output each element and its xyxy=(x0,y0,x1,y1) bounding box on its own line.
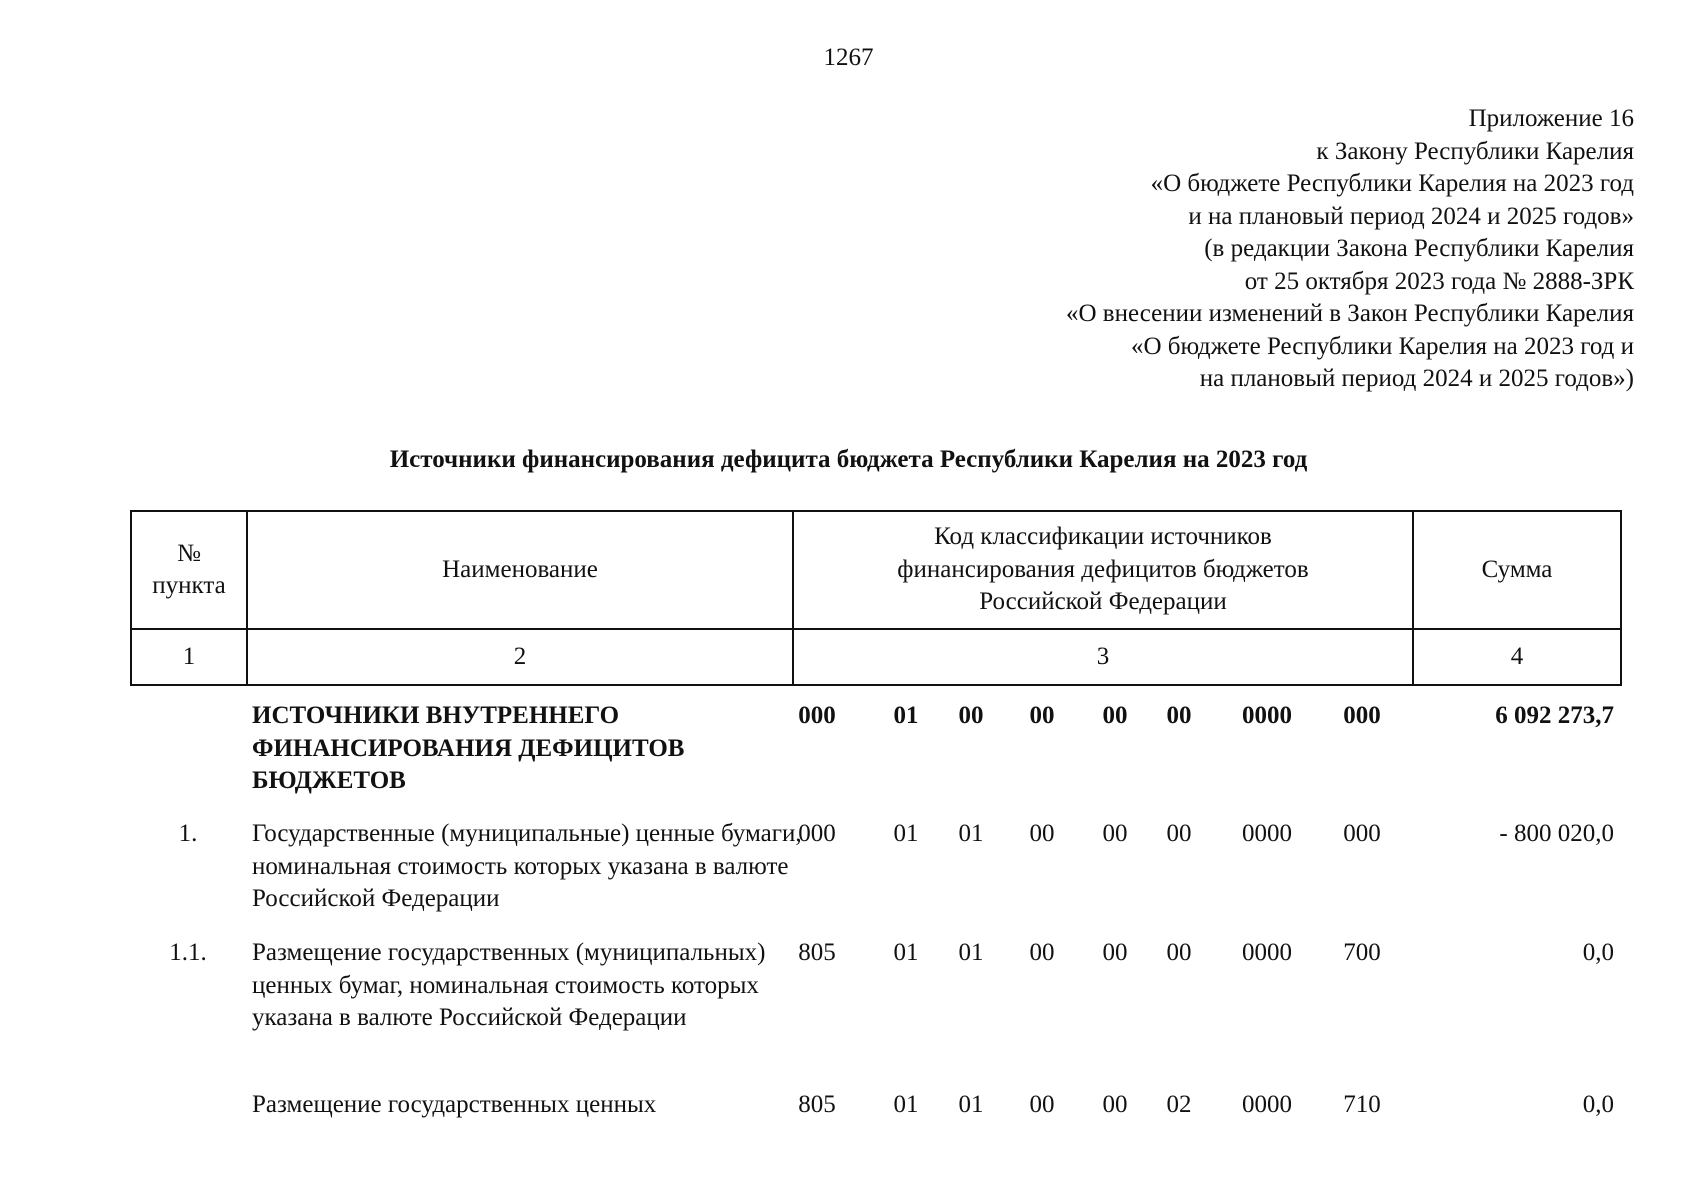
row-name: ИСТОЧНИКИ ВНУТРЕННЕГО ФИНАНСИРОВАНИЯ ДЕФИЦИТОВ БЮДЖЕТОВ xyxy=(252,702,685,794)
code-part: 00 xyxy=(1166,939,1192,966)
row-sum: 0,0 xyxy=(1582,939,1614,966)
document-title: Источники финансирования дефицита бюджета Республики Карелия на 2023 год xyxy=(389,446,1308,473)
appendix-line: от 25 октября 2023 года № 2888-ЗРК xyxy=(1244,267,1634,295)
code-part: 00 xyxy=(1029,939,1055,966)
code-part: 805 xyxy=(798,1091,836,1118)
appendix-line: Приложение 16 xyxy=(1468,105,1634,132)
code-part: 710 xyxy=(1343,1091,1381,1118)
col-number: 2 xyxy=(247,629,793,685)
code-part: 00 xyxy=(1029,702,1055,729)
code-part: 0000 xyxy=(1242,1091,1292,1118)
code-part: 00 xyxy=(958,702,984,729)
code-part: 02 xyxy=(1166,1091,1192,1118)
code-part: 00 xyxy=(1102,702,1128,729)
code-part: 00 xyxy=(1029,1091,1055,1118)
code-part: 01 xyxy=(893,1091,919,1118)
appendix-line: к Закону Республики Карелия xyxy=(1316,137,1634,165)
row-sum: - 800 020,0 xyxy=(1499,820,1614,847)
appendix-line: «О внесении изменений в Закон Республики Карелия xyxy=(1065,300,1634,327)
code-part: 0000 xyxy=(1242,702,1292,729)
row-name: Размещение государственных (муниципальных) ценных бумаг, номинальная стоимость которых указана в валюте Российской Федерации xyxy=(252,939,766,1031)
code-part: 00 xyxy=(1102,820,1128,847)
code-part: 000 xyxy=(1343,820,1381,847)
code-part: 000 xyxy=(798,702,836,729)
row-name: Размещение государственных ценных xyxy=(252,1091,657,1118)
code-part: 01 xyxy=(893,820,919,847)
row-sum: 0,0 xyxy=(1582,1091,1614,1118)
table-header xyxy=(130,510,1622,686)
code-part: 00 xyxy=(1166,820,1192,847)
row-sum: 6 092 273,7 xyxy=(1495,702,1614,729)
row-number: 1.1. xyxy=(169,939,207,966)
appendix-line: «О бюджете Республики Карелия на 2023 год и xyxy=(1130,332,1634,360)
page-number: 1267 xyxy=(823,44,874,71)
code-part: 00 xyxy=(1102,939,1128,966)
header-sum: Сумма xyxy=(1413,511,1621,629)
code-part: 01 xyxy=(893,939,919,966)
col-number: 3 xyxy=(793,629,1413,685)
code-part: 00 xyxy=(1029,820,1055,847)
code-part: 00 xyxy=(1166,702,1192,729)
code-part: 01 xyxy=(893,702,919,729)
code-part: 0000 xyxy=(1242,820,1292,847)
header-code: Код классификации источников финансирования дефицитов бюджетов Российской Федерации xyxy=(793,511,1413,629)
code-part: 805 xyxy=(798,939,836,966)
code-part: 01 xyxy=(958,820,984,847)
row-number: 1. xyxy=(178,820,198,847)
code-part: 0000 xyxy=(1242,939,1292,966)
header-name: Наименование xyxy=(247,511,793,629)
code-part: 00 xyxy=(1102,1091,1128,1118)
code-part: 000 xyxy=(1343,702,1381,729)
code-part: 700 xyxy=(1343,939,1381,966)
appendix-line: «О бюджете Республики Карелия на 2023 год xyxy=(1150,170,1634,197)
appendix-line: на плановый период 2024 и 2025 годов») xyxy=(1199,365,1634,392)
col-number: 4 xyxy=(1413,629,1621,685)
code-part: 01 xyxy=(958,1091,984,1118)
appendix-line: и на плановый период 2024 и 2025 годов» xyxy=(1188,202,1634,230)
header-num: № пункта xyxy=(131,511,247,629)
row-name: Государственные (муниципальные) ценные бумаги, номинальная стоимость которых указана в валюте Российской Федерации xyxy=(252,820,802,912)
col-number: 1 xyxy=(131,629,247,685)
appendix-note xyxy=(1066,103,1634,396)
code-part: 000 xyxy=(798,820,836,847)
code-part: 01 xyxy=(958,939,984,966)
appendix-line: (в редакции Закона Республики Карелия xyxy=(1204,235,1634,262)
